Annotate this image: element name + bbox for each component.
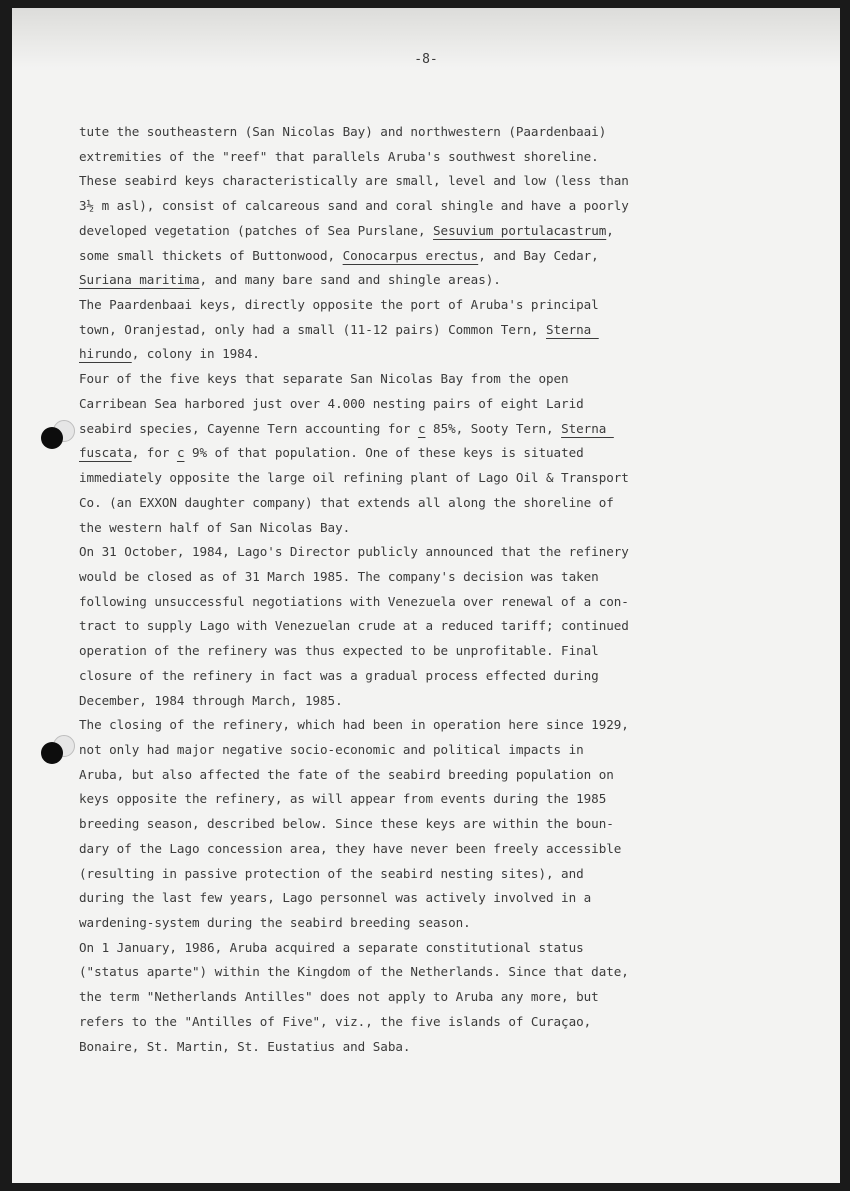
text-segment: refers to the "Antilles of Five", viz., the five islands of Curaçao, — [79, 1013, 592, 1029]
text-line — [79, 738, 699, 763]
text-segment: some small thickets of Buttonwood, — [79, 247, 343, 263]
punch-hole-icon — [41, 742, 63, 764]
text-segment: ("status aparte") within the Kingdom of the Netherlands. Since that date, — [79, 964, 629, 980]
text-line — [79, 936, 699, 961]
text-line — [79, 120, 699, 145]
text-segment: operation of the refinery was thus expected to be unprofitable. Final — [79, 643, 599, 659]
text-line — [79, 985, 699, 1010]
text-segment: , and Bay Cedar, — [478, 247, 599, 263]
text-segment: Bonaire, St. Martin, St. Eustatius and Saba. — [79, 1038, 411, 1054]
text-line — [79, 392, 699, 417]
text-line — [79, 441, 699, 466]
text-segment: wardening-system during the seabird breeding season. — [79, 915, 471, 930]
text-line — [79, 911, 699, 936]
underlined-term: hirundo — [79, 346, 132, 362]
text-line — [79, 194, 699, 219]
text-line — [79, 565, 699, 590]
text-line — [79, 713, 699, 738]
text-line — [79, 342, 699, 367]
text-line — [79, 417, 699, 442]
text-segment: The closing of the refinery, which had been in operation here since 1929, — [79, 717, 629, 733]
text-segment: developed vegetation (patches of Sea Purslane, — [79, 222, 434, 238]
text-segment: seabird species, Cayenne Tern accounting for — [79, 420, 418, 436]
text-segment: the western half of San Nicolas Bay. — [79, 519, 351, 535]
text-line — [79, 639, 699, 664]
text-line — [79, 590, 699, 615]
text-segment: Four of the five keys that separate San Nicolas Bay from the open — [79, 371, 569, 387]
text-line — [79, 293, 699, 318]
text-segment: breeding season, described below. Since these keys are within the boun- — [79, 816, 614, 832]
text-line — [79, 1010, 699, 1035]
text-line — [79, 244, 699, 269]
text-segment: Co. (an EXXON daughter company) that extends all along the shoreline of — [79, 494, 614, 510]
text-segment: , and many bare sand and shingle areas). — [199, 272, 501, 288]
text-line — [79, 540, 699, 565]
text-line — [79, 812, 699, 837]
text-line — [79, 886, 699, 911]
underlined-term: Sterna — [561, 420, 614, 436]
text-segment: , for — [131, 445, 177, 461]
underlined-term: c — [176, 445, 185, 461]
text-segment: town, Oranjestad, only had a small (11-12 pairs) Common Tern, — [79, 321, 546, 337]
text-segment: These seabird keys characteristically are small, level and low (less than — [79, 173, 629, 189]
text-line — [79, 169, 699, 194]
text-segment: December, 1984 through March, 1985. — [79, 692, 343, 708]
text-line — [79, 491, 699, 516]
text-segment: tute the southeastern (San Nicolas Bay) and northwestern (Paardenbaai) — [79, 124, 607, 139]
underlined-term: Sesuvium portulacastrum — [433, 222, 607, 238]
text-segment: , — [606, 222, 614, 238]
text-segment: dary of the Lago concession area, they have never been freely accessible — [79, 840, 622, 856]
text-segment: extremities of the "reef" that parallels Aruba's southwest shoreline. — [79, 148, 599, 164]
text-segment: , colony in 1984. — [131, 346, 260, 362]
text-segment: not only had major negative socio-economic and political impacts in — [79, 741, 584, 757]
text-segment: (resulting in passive protection of the seabird nesting sites), and — [79, 865, 584, 881]
text-line — [79, 960, 699, 985]
underlined-term: Suriana maritima — [79, 272, 200, 288]
text-segment: 85%, Sooty Tern, — [425, 420, 562, 436]
text-line — [79, 367, 699, 392]
underlined-term: Sterna — [546, 321, 599, 337]
text-segment: closure of the refinery in fact was a gradual process effected during — [79, 667, 599, 683]
text-segment: immediately opposite the large oil refining plant of Lago Oil & Transport — [79, 470, 629, 486]
text-line — [79, 689, 699, 714]
document-page — [12, 8, 840, 1183]
text-segment: following unsuccessful negotiations with Venezuela over renewal of a con- — [79, 593, 629, 609]
text-line — [79, 268, 699, 293]
text-line — [79, 837, 699, 862]
text-segment: 3½ m asl), consist of calcareous sand and coral shingle and have a poorly — [79, 198, 629, 214]
text-segment: would be closed as of 31 March 1985. The company's decision was taken — [79, 568, 599, 584]
text-segment: keys opposite the refinery, as will appear from events during the 1985 — [79, 791, 607, 807]
text-line — [79, 219, 699, 244]
page-number: -8- — [414, 52, 438, 67]
text-segment: Carribean Sea harbored just over 4.000 nesting pairs of eight Larid — [79, 395, 584, 411]
text-line — [79, 145, 699, 170]
punch-hole-icon — [41, 427, 63, 449]
text-line — [79, 466, 699, 491]
text-line — [79, 763, 699, 788]
text-segment: On 31 October, 1984, Lago's Director publicly announced that the refinery — [79, 544, 629, 560]
text-line — [79, 1035, 699, 1060]
text-segment: tract to supply Lago with Venezuelan crude at a reduced tariff; continued — [79, 618, 629, 634]
text-segment: The Paardenbaai keys, directly opposite the port of Aruba's principal — [79, 297, 599, 313]
body-text — [79, 120, 699, 1059]
text-segment: the term "Netherlands Antilles" does not apply to Aruba any more, but — [79, 989, 599, 1005]
text-segment: On 1 January, 1986, Aruba acquired a separate constitutional status — [79, 939, 584, 955]
text-line — [79, 664, 699, 689]
text-line — [79, 862, 699, 887]
text-segment: Aruba, but also affected the fate of the seabird breeding population on — [79, 766, 614, 782]
text-segment: during the last few years, Lago personnel was actively involved in a — [79, 890, 592, 906]
underlined-term: Conocarpus erectus — [342, 247, 479, 263]
text-line — [79, 614, 699, 639]
underlined-term: c — [417, 420, 426, 436]
underlined-term: fuscata — [79, 445, 132, 461]
text-line — [79, 516, 699, 541]
text-line — [79, 318, 699, 343]
text-segment: 9% of that population. One of these keys is situated — [184, 445, 584, 461]
text-line — [79, 787, 699, 812]
